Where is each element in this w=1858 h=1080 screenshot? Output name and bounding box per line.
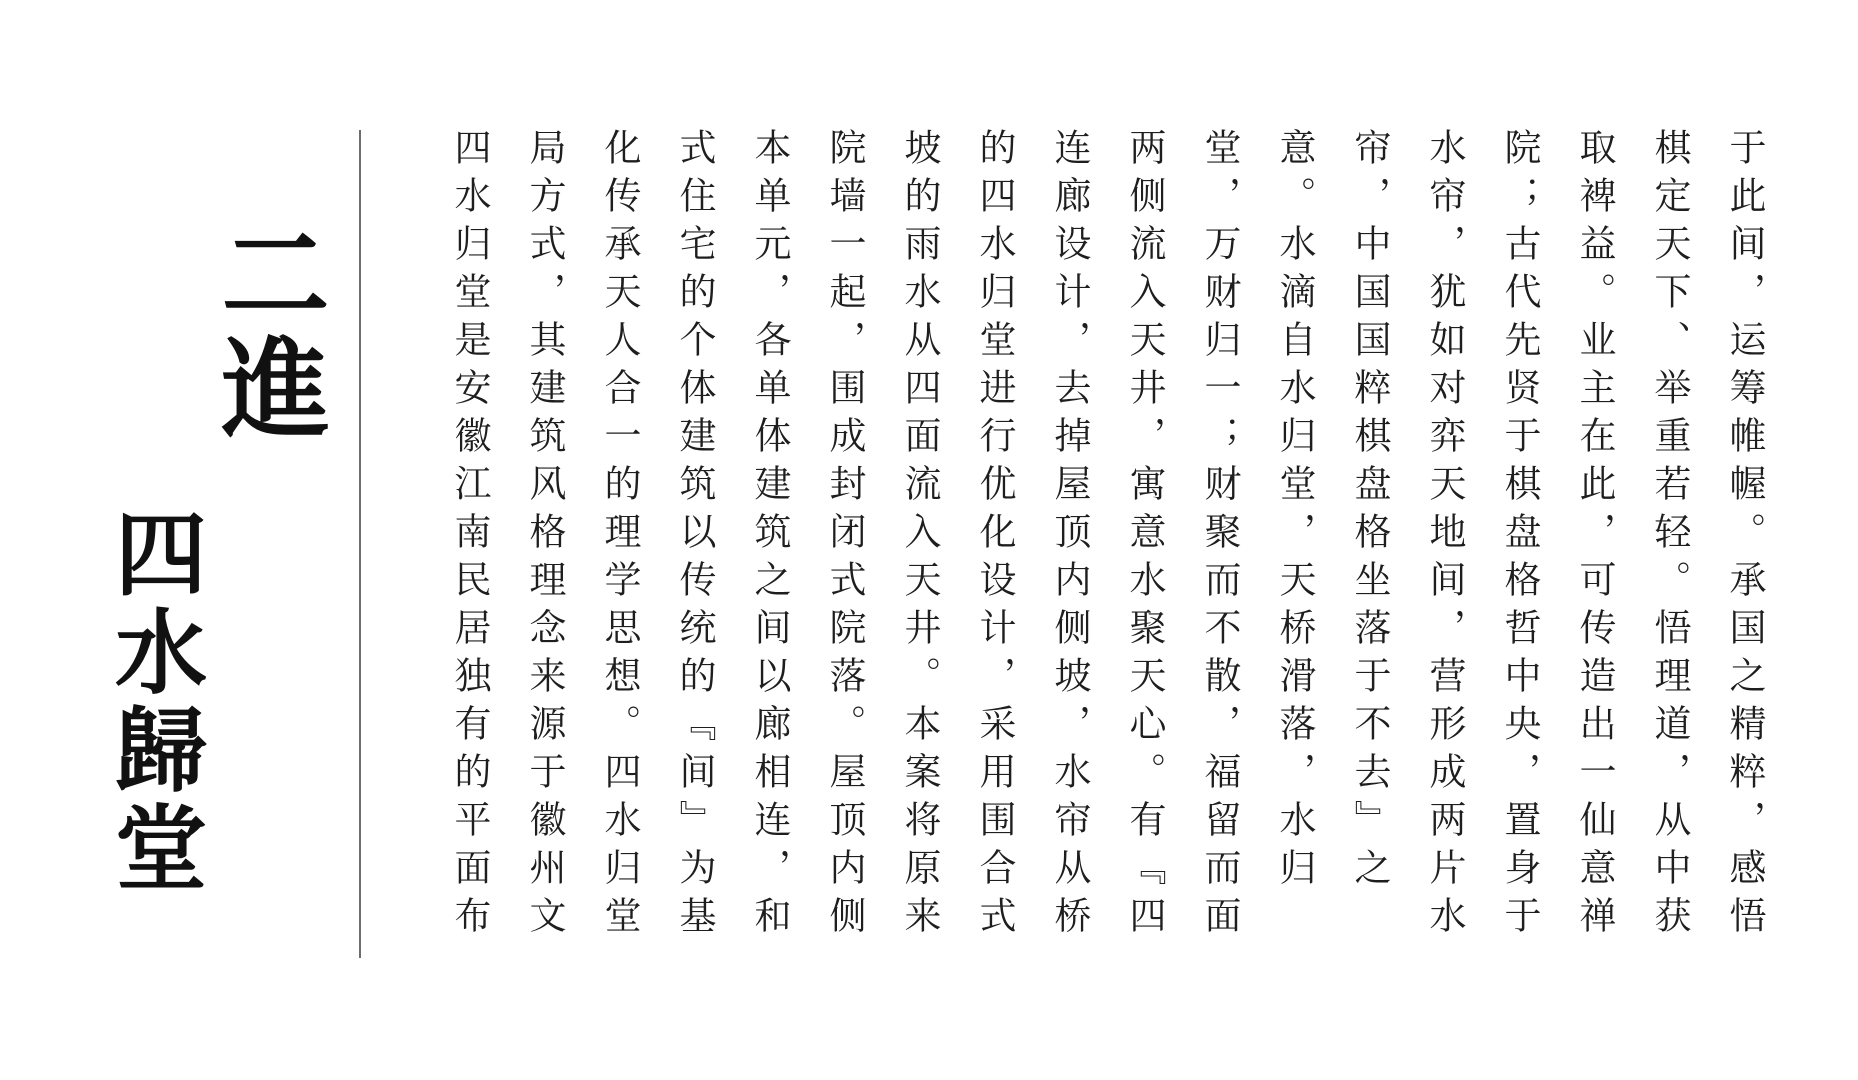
title-sub: 四水歸堂 xyxy=(100,506,208,898)
body-paragraph: 于此间，运筹帷幄。承国之精粹，感悟棋定天下、举重若轻。悟理道，从中获取裨益。业主在此，可传造出一仙意禅院；古代先贤于棋盘格哲中央，置身于水帘，犹如对弈天地间，营形成两片水帘，中国国粹棋盘格坐落于不去』之意。水滴自水归堂，天桥滑落，水归堂，万财归一；财聚而不散，福留而面两侧流入天井，寓意水聚天心。有『四连廊设计，去掉屋顶内侧坡，水帘从桥的四水归堂进行优化设计，采用围合式坡的雨水从四面流入天井。本案将原来院墙一起，围成封闭式院落。屋顶内侧本单元，各单体建筑之间以廊相连，和式住宅的个体建筑以传统的『间』为基化传承天人合一的理学思想。四水归堂局方式，其建筑风格理念来源于徽州文四水归堂是安徽江南民居独有的平面布 xyxy=(448,128,1766,944)
vertical-divider xyxy=(359,130,361,958)
title-main: 二進 xyxy=(203,218,329,446)
title-block xyxy=(100,218,329,938)
